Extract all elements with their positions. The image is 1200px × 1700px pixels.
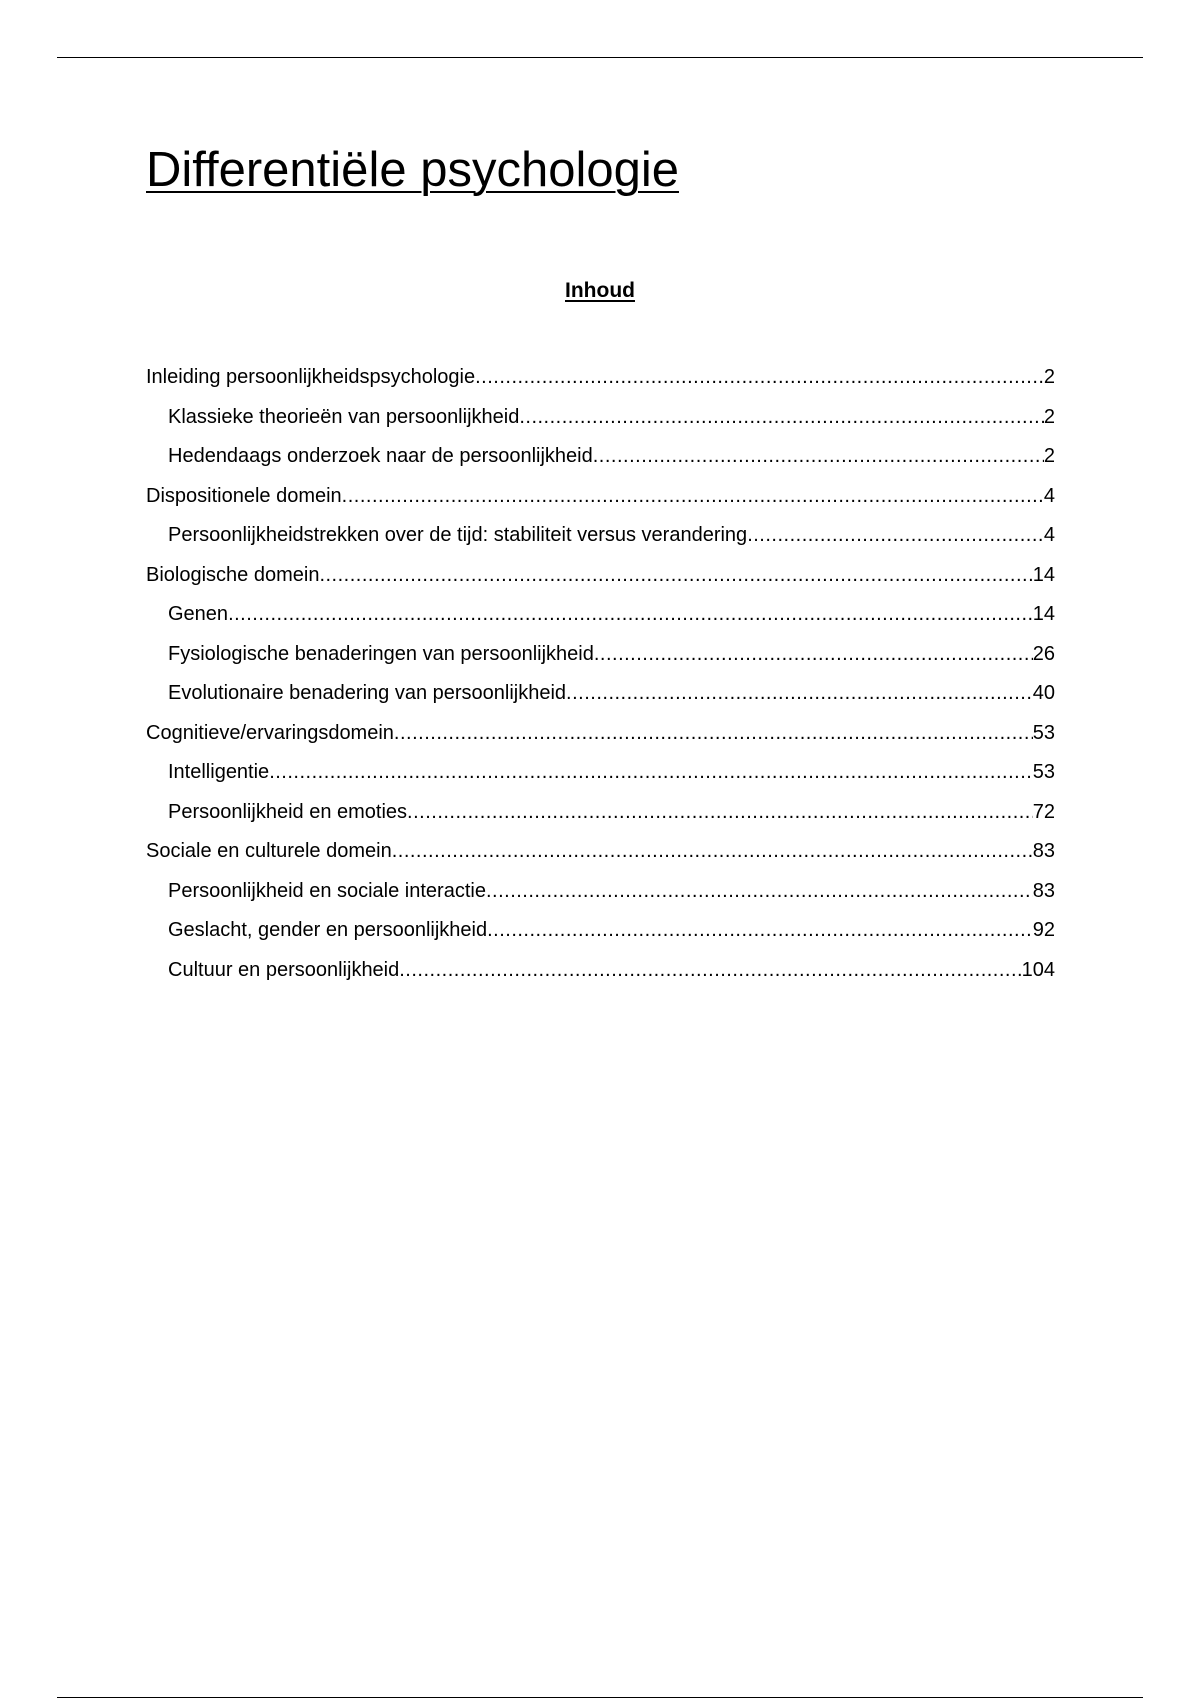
toc-entry-label: Inleiding persoonlijkheidspsychologie [146, 366, 476, 388]
toc-entry-page-number: 26 [1032, 642, 1055, 665]
toc-entry-label: Sociale en culturele domein [146, 840, 392, 862]
toc-entry[interactable] [146, 760, 1055, 800]
toc-entry-label: Geslacht, gender en persoonlijkheid [168, 919, 488, 941]
toc-dot-leader [407, 800, 1033, 824]
toc-dot-leader [269, 760, 1033, 784]
toc-entry-page-number: 104 [1021, 958, 1055, 981]
toc-dot-leader [487, 918, 1033, 942]
toc-heading: Inhoud [565, 279, 635, 302]
toc-entry-label: Dispositionele domein [146, 484, 342, 507]
toc-entry-label: Hedendaags onderzoek naar de persoonlijkheid [168, 445, 593, 467]
toc-entry[interactable] [146, 958, 1055, 998]
toc-entry[interactable] [146, 365, 1055, 405]
toc-entry-label: Evolutionaire benadering van persoonlijkheid [168, 682, 567, 704]
toc-entry[interactable] [146, 405, 1055, 445]
toc-dot-leader [566, 681, 1033, 705]
toc-entry-label: Cultuur en persoonlijkheid [168, 958, 400, 981]
toc-entry-page-number: 4 [1043, 524, 1055, 546]
toc-entry[interactable] [146, 523, 1055, 563]
toc-entry-label: Klassieke theorieën van persoonlijkheid [168, 405, 520, 428]
toc-dot-leader [475, 365, 1044, 389]
toc-dot-leader [342, 484, 1044, 508]
toc-dot-leader [228, 602, 1033, 626]
toc-entry-label: Fysiologische benaderingen van persoonlijkheid [168, 642, 594, 665]
toc-entry-label: Genen [168, 603, 229, 625]
toc-entry[interactable] [146, 839, 1055, 879]
toc-entry-label: Persoonlijkheid en sociale interactie [168, 879, 486, 902]
toc-entry[interactable] [146, 444, 1055, 484]
toc-dot-leader [319, 563, 1032, 587]
toc-entry-page-number: 2 [1043, 405, 1055, 428]
toc-entry-page-number: 2 [1043, 445, 1055, 467]
header-rule [57, 57, 1143, 58]
toc-entry[interactable] [146, 918, 1055, 958]
toc-entry-page-number: 83 [1032, 879, 1055, 902]
toc-entry-label: Cognitieve/ervaringsdomein [146, 721, 394, 744]
toc-entry-page-number: 92 [1032, 919, 1055, 941]
toc-entry-page-number: 40 [1032, 682, 1055, 704]
toc-entry[interactable] [146, 681, 1055, 721]
toc-entry-page-number: 72 [1032, 800, 1055, 823]
toc-entry[interactable] [146, 484, 1055, 524]
toc-dot-leader [593, 444, 1044, 468]
toc-entry[interactable] [146, 879, 1055, 919]
toc-dot-leader [486, 879, 1033, 903]
toc-dot-leader [519, 405, 1044, 429]
toc-dot-leader [394, 721, 1033, 745]
toc-entry[interactable] [146, 602, 1055, 642]
footer-rule [57, 1697, 1143, 1698]
toc-entry[interactable] [146, 721, 1055, 761]
toc-entry-page-number: 14 [1032, 603, 1055, 625]
toc-entry-label: Persoonlijkheid en emoties [168, 800, 408, 823]
toc-entry[interactable] [146, 642, 1055, 682]
toc-entry-page-number: 2 [1043, 366, 1055, 388]
toc-entry[interactable] [146, 563, 1055, 603]
document-title: Differentiële psychologie [146, 143, 679, 197]
toc-entry-page-number: 4 [1043, 484, 1055, 507]
toc-entry-label: Intelligentie [168, 761, 270, 783]
toc-entry-page-number: 14 [1032, 563, 1055, 586]
toc-entry-label: Persoonlijkheidstrekken over de tijd: stabiliteit versus verandering [168, 524, 748, 546]
toc-dot-leader [392, 839, 1033, 863]
toc-entry-page-number: 53 [1032, 761, 1055, 783]
toc-entry[interactable] [146, 800, 1055, 840]
toc-dot-leader [594, 642, 1033, 666]
toc-entry-label: Biologische domein [146, 563, 320, 586]
toc-entry-page-number: 53 [1032, 721, 1055, 744]
toc-dot-leader [399, 958, 1021, 982]
toc-entry-page-number: 83 [1032, 840, 1055, 862]
table-of-contents [146, 365, 1055, 997]
toc-dot-leader [747, 523, 1044, 547]
